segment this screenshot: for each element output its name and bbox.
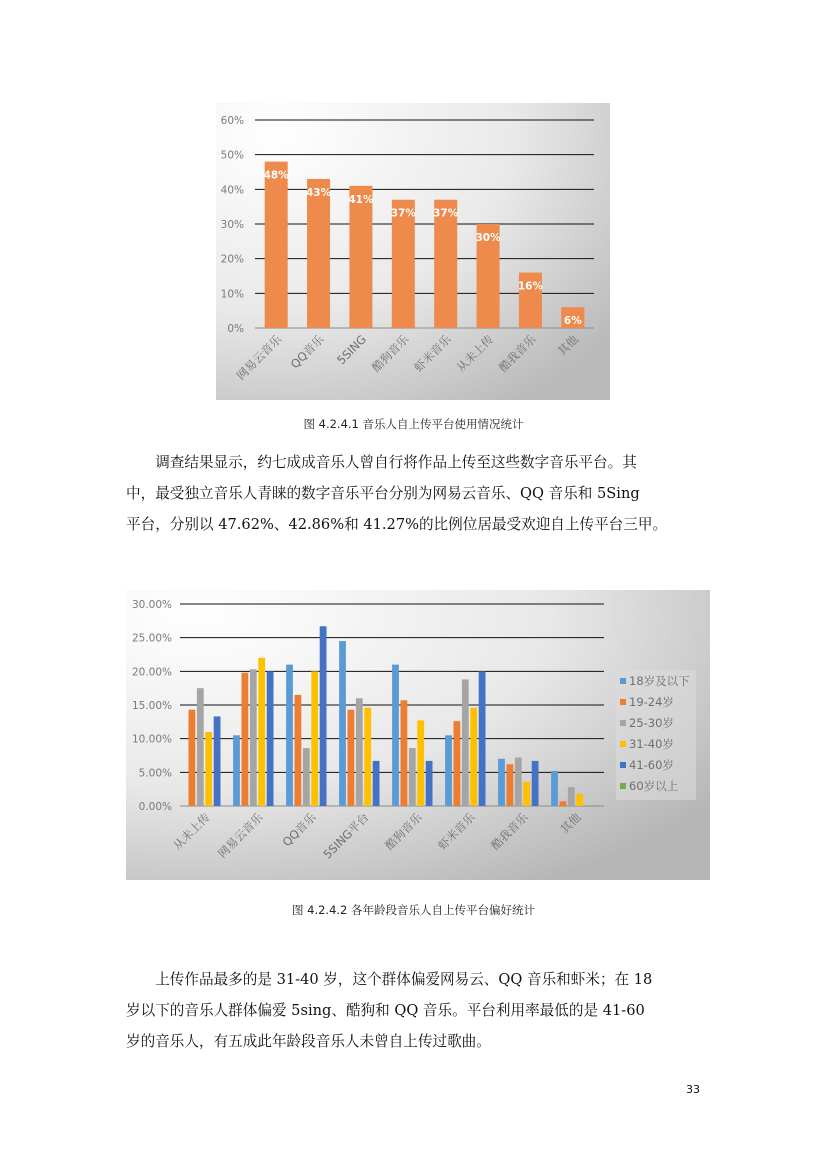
bar (242, 673, 249, 806)
bar (214, 716, 221, 806)
bar (568, 787, 575, 806)
x-category-label: 从未上传 (453, 332, 497, 375)
bar (507, 764, 514, 806)
bar (401, 700, 408, 806)
legend-swatch (620, 741, 626, 747)
paragraph-2 (126, 964, 710, 1057)
bar (267, 671, 274, 806)
data-label: 43% (305, 186, 332, 199)
chart-2 (126, 590, 710, 880)
bar (551, 771, 558, 806)
data-label: 30% (475, 232, 501, 244)
legend-swatch (620, 762, 626, 768)
bar (295, 695, 302, 806)
paragraph-line: 岁的音乐人，有五成此年龄段音乐人未曾自上传过歌曲。 (126, 1033, 491, 1050)
bar (462, 679, 469, 806)
legend-swatch (620, 720, 626, 726)
bar (454, 721, 461, 806)
y-tick-label: 5.00% (138, 767, 172, 780)
data-label: 37% (433, 207, 459, 220)
y-tick-label: 20% (220, 253, 244, 266)
data-label: 41% (348, 193, 374, 206)
x-category-label: 网易云音乐 (233, 332, 285, 383)
bar (303, 748, 310, 806)
bar (205, 732, 212, 806)
bar (560, 801, 567, 806)
bar (286, 665, 293, 806)
y-tick-label: 0% (227, 323, 244, 335)
x-category-label: QQ音乐 (287, 332, 327, 372)
paragraph-line: 平台，分别以 47.62%、42.86%和 41.27%的比例位居最受欢迎自上传平台三甲。 (126, 516, 668, 533)
x-category-label: 酷我音乐 (488, 810, 531, 853)
y-tick-label: 30% (220, 219, 244, 231)
data-label: 16% (517, 280, 544, 293)
bar (479, 671, 486, 806)
paragraph-line: 上传作品最多的是 31-40 岁，这个群体偏爱网易云、QQ 音乐和虾米；在 18 (126, 971, 653, 988)
legend-label: 25-30岁 (629, 716, 674, 730)
bar (307, 179, 330, 328)
bar (364, 708, 371, 806)
bar (576, 794, 583, 806)
bar (373, 761, 380, 806)
x-category-label: 从未上传 (170, 810, 213, 853)
bar (250, 669, 257, 806)
chart-2-svg (126, 590, 710, 880)
chart-1-svg (216, 103, 610, 400)
x-category-label: QQ音乐 (279, 810, 319, 850)
y-tick-label: 50% (220, 149, 244, 162)
bar (258, 658, 265, 806)
x-category-label: 酷狗音乐 (369, 332, 412, 375)
bar (339, 641, 346, 806)
legend-swatch (620, 783, 626, 789)
y-tick-label: 40% (220, 184, 244, 197)
figure-1-caption: 图 4.2.4.1 音乐人自上传平台使用情况统计 (303, 417, 524, 431)
bar (515, 758, 522, 806)
bar (189, 710, 196, 806)
data-label: 37% (390, 207, 416, 220)
y-tick-label: 15.00% (131, 700, 172, 712)
paragraph-1 (126, 447, 710, 540)
bar (233, 735, 240, 806)
bar (349, 186, 372, 328)
bar (470, 708, 477, 806)
bar (426, 761, 433, 806)
legend-label: 41-60岁 (629, 758, 674, 772)
bar (532, 761, 539, 806)
x-category-label: 5SING平台 (320, 810, 372, 862)
bar (523, 782, 530, 806)
bar (265, 162, 288, 328)
y-tick-label: 10.00% (131, 733, 172, 746)
bar (392, 665, 399, 806)
x-category-label: 酷我音乐 (496, 332, 539, 375)
y-tick-label: 20.00% (131, 666, 172, 679)
legend-label: 60岁以上 (629, 779, 679, 793)
y-tick-label: 60% (220, 115, 244, 127)
y-tick-label: 0.00% (138, 801, 172, 813)
chart-1 (216, 103, 610, 400)
paragraph-line: 调查结果显示，约七成成音乐人曾自行将作品上传至这些数字音乐平台。其 (126, 454, 637, 471)
x-category-label: 虾米音乐 (411, 332, 454, 375)
x-category-label: 5SING (334, 332, 370, 368)
bar (409, 748, 416, 806)
x-category-label: 酷狗音乐 (382, 810, 425, 853)
y-tick-label: 30.00% (131, 599, 172, 611)
x-category-label: 其他 (557, 810, 584, 837)
bar (320, 626, 327, 806)
bar (348, 710, 355, 806)
data-label: 6% (563, 315, 582, 328)
y-tick-label: 10% (220, 288, 244, 301)
x-category-label: 网易云音乐 (215, 810, 266, 861)
legend-label: 19-24岁 (629, 695, 674, 709)
bar (498, 759, 505, 806)
x-category-label: 其他 (554, 332, 581, 359)
x-category-label: 虾米音乐 (435, 810, 478, 853)
bar (445, 735, 452, 806)
paragraph-line: 中，最受独立音乐人青睐的数字音乐平台分别为网易云音乐、QQ 音乐和 5Sing (126, 485, 640, 502)
legend-swatch (620, 699, 626, 705)
bar (197, 688, 204, 806)
y-tick-label: 25.00% (131, 632, 172, 645)
legend-label: 31-40岁 (629, 737, 674, 751)
bar (311, 671, 318, 806)
bar (417, 720, 424, 806)
page-number: 33 (686, 1083, 700, 1096)
bar (356, 698, 363, 806)
figure-2-caption: 图 4.2.4.2 各年龄段音乐人自上传平台偏好统计 (291, 903, 536, 917)
paragraph-line: 岁以下的音乐人群体偏爱 5sing、酷狗和 QQ 音乐。平台利用率最低的是 41-60 (126, 1002, 645, 1019)
legend-swatch (620, 678, 626, 684)
legend-label: 18岁及以下 (629, 674, 690, 688)
data-label: 48% (263, 169, 289, 182)
